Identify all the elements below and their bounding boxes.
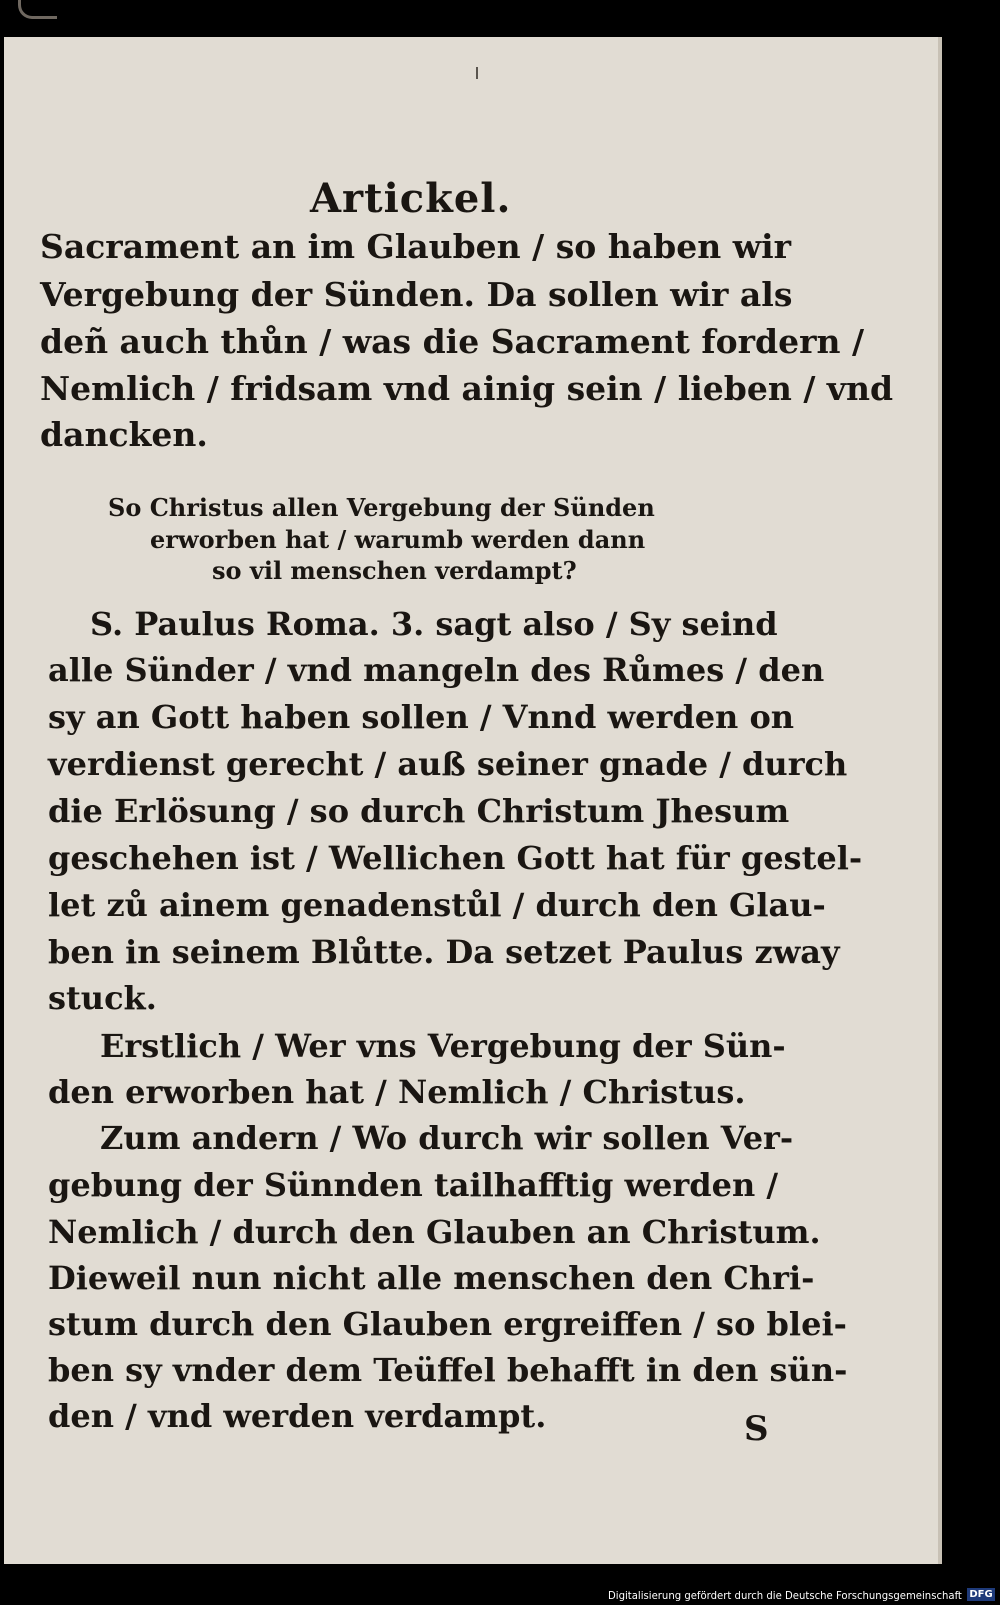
page-corner-mark: [18, 0, 57, 19]
paragraph2-line: verdienst gerecht / auß seiner gnade / durch: [48, 745, 848, 783]
paragraph3-line: Erstlich / Wer vns Vergebung der Sün-: [100, 1027, 786, 1065]
catchword: S: [744, 1409, 769, 1449]
question-heading-line: so vil menschen verdampt?: [212, 556, 577, 585]
question-heading-line: erworben hat / warumb werden dann: [150, 525, 646, 554]
paragraph2-line: die Erlösung / so durch Christum Jhesum: [48, 792, 790, 830]
question-heading-line: So Christus allen Vergebung der Sünden: [108, 493, 655, 522]
paragraph4-line: den / vnd werden verdampt.: [48, 1397, 547, 1435]
paragraph2-line: sy an Gott haben sollen / Vnnd werden on: [48, 698, 795, 736]
page-tick-mark: [476, 67, 478, 79]
paragraph2-line: ben in seinem Blůtte. Da setzet Paulus zway: [48, 933, 840, 971]
paragraph1-line: Sacrament an im Glauben / so haben wir: [40, 227, 792, 266]
paragraph2-line: stuck.: [48, 979, 157, 1017]
paragraph2-line: alle Sünder / vnd mangeln des Růmes / den: [48, 651, 825, 689]
paragraph3-line: den erworben hat / Nemlich / Christus.: [48, 1073, 746, 1111]
paragraph2-line: let zů ainem genadenstůl / durch den Glau-: [48, 886, 826, 924]
paragraph1-line: Nemlich / fridsam vnd ainig sein / lieben / vnd: [40, 369, 894, 408]
page-heading: Artickel.: [310, 175, 512, 222]
paragraph4-line: stum durch den Glauben ergreiffen / so blei-: [48, 1305, 847, 1343]
paragraph4-line: Dieweil nun nicht alle menschen den Chri-: [48, 1259, 815, 1297]
paragraph2-line: S. Paulus Roma. 3. sagt also / Sy seind: [90, 605, 778, 643]
paragraph1-line: deñ auch thůn / was die Sacrament fordern /: [40, 322, 865, 361]
paragraph1-line: Vergebung der Sünden. Da sollen wir als: [40, 275, 793, 314]
dfg-logo-badge: DFG: [967, 1588, 995, 1601]
paragraph4-line: gebung der Sünnden tailhafftig werden /: [48, 1166, 779, 1204]
paragraph4-line: Zum andern / Wo durch wir sollen Ver-: [100, 1119, 794, 1157]
paragraph1-line: dancken.: [40, 415, 208, 454]
paragraph2-line: geschehen ist / Wellichen Gott hat für gestel-: [48, 839, 863, 877]
book-page: [4, 37, 942, 1564]
paragraph4-line: ben sy vnder dem Teüffel behafft in den sün-: [48, 1351, 848, 1389]
paragraph4-line: Nemlich / durch den Glauben an Christum.: [48, 1213, 821, 1251]
digitization-credit: Digitalisierung gefördert durch die Deutsche Forschungsgemeinschaft: [608, 1589, 962, 1602]
